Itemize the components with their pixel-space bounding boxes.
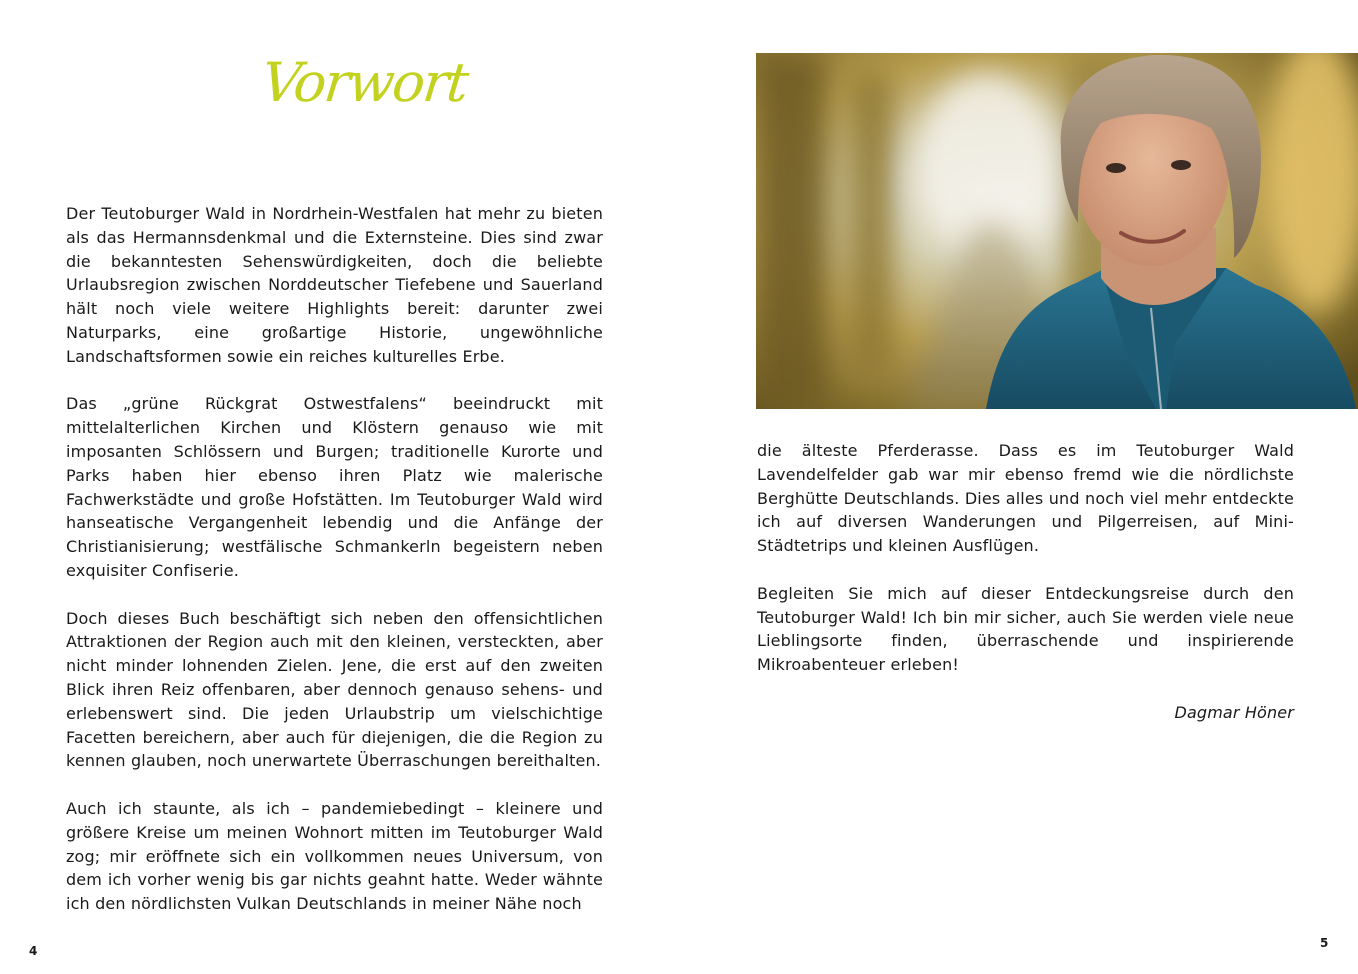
- page-title: Vorwort: [258, 51, 470, 114]
- left-text-column: [66, 202, 603, 940]
- author-signature: Dagmar Höner: [1174, 702, 1294, 722]
- author-portrait-photo: [756, 53, 1358, 409]
- paragraph: Auch ich staunte, als ich – pandemiebedingt – kleinere und größere Kreise um meinen Wohnort mitten im Teutoburger Wald zog; mir eröffnete sich ein vollkommen neues Universum, von dem ich vorher wenig bis gar nichts geahnt hatte. Weder wähnte ich den nördlichsten Vulkan Deutschlands in meiner Nähe noch: [66, 798, 603, 914]
- paragraph: Doch dieses Buch beschäftigt sich neben den offensichtlichen Attraktionen der Region auch mit den kleinen, versteckten, aber nicht minder lohnenden Zielen. Jene, die erst auf den zweiten Blick ihren Reiz offenbaren, aber dennoch genauso sehens- und erlebenswert sind. Die jeden Urlaubstrip um vielschichtige Facetten bereichern, aber auch für diejenigen, die die Region zu kennen glauben, noch unerwartete Überraschungen bereithalten.: [66, 608, 603, 771]
- paragraph: Der Teutoburger Wald in Nordrhein-Westfalen hat mehr zu bieten als das Hermannsdenkmal und die Externsteine. Dies sind zwar die bekanntesten Sehenswürdigkeiten, doch die beliebte Urlaubsregion zwischen Norddeutscher Tiefebene und Sauerland hält noch viele weitere Highlights bereit: darunter zwei Naturparks, eine großartige Historie, ungewöhnliche Landschaftsformen sowie ein reiches kulturelles Erbe.: [66, 204, 603, 366]
- page-number-left: 4: [29, 944, 38, 958]
- right-text-column: [757, 439, 1294, 748]
- paragraph: Begleiten Sie mich auf dieser Entdeckungsreise durch den Teutoburger Wald! Ich bin mir sicher, auch Sie werden viele neue Lieblingsorte finden, überraschende und inspirierende Mikroabenteuer erleben!: [757, 583, 1294, 675]
- paragraph: Das „grüne Rückgrat Ostwestfalens“ beeindruckt mit mittelalterlichen Kirchen und Klöstern genauso wie mit imposanten Schlössern und Burgen; traditionelle Kurorte und Parks haben hier ebenso ihren Platz wie malerische Fachwerkstädte und große Hofstätten. Im Teutoburger Wald wird hanseatische Vergangenheit lebendig und die Anfänge der Christianisierung; westfälische Schmankerln begeistern neben exquisiter Confiserie.: [66, 394, 603, 580]
- page-number-right: 5: [1320, 936, 1329, 950]
- paragraph: die älteste Pferderasse. Dass es im Teutoburger Wald Lavendelfelder gab war mir ebenso fremd wie die nördlichste Berghütte Deutschlands. Dies alles und noch viel mehr entdeckte ich auf diversen Wanderungen und Pilgerreisen, auf Mini-Städtetrips und kleinen Ausflügen.: [757, 441, 1294, 556]
